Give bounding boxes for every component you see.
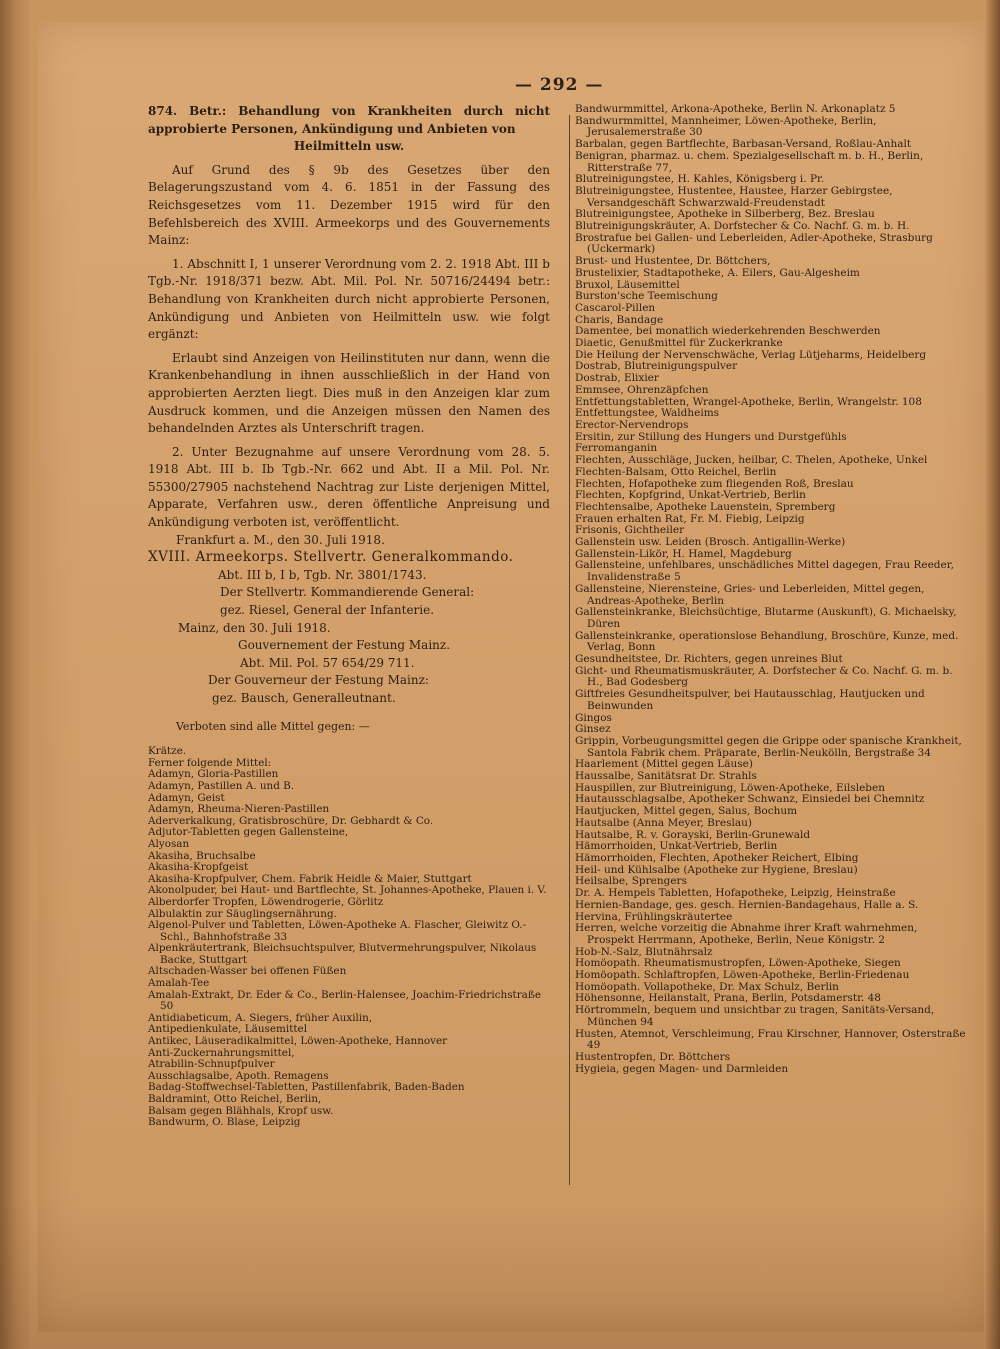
signature-name: gez. Riesel, General der Infanterie. (220, 603, 435, 618)
list-item: Antidiabeticum, A. Siegers, früher Auxilin, (148, 1011, 373, 1024)
list-item: Aderverkalkung, Gratisbroschüre, Dr. Gebhardt & Co. (148, 814, 434, 827)
permission-paragraph: Erlaubt sind Anzeigen von Heilinstituten nur dann, wenn die Krankenbehandlung in ihnen ausschließlich in der Hand von approbierten Aerzten liegt. Dies muß in den Anzeigen klar zum Ausdruck kommen, und die Anzeigen müssen den Namen des behandelnden Arztes als Unterschrift tragen. (148, 350, 550, 436)
list-item: Entfettungstee, Waldheims (575, 407, 720, 420)
column-divider (569, 115, 570, 1185)
list-item: Amalah-Tee (148, 977, 210, 990)
list-item: Bruxol, Läusemittel (575, 278, 680, 291)
list-item: Brust- und Hustentee, Dr. Böttchers, (575, 255, 771, 268)
list-item: Brustelixier, Stadtapotheke, A. Eilers, Gau-Algesheim (575, 266, 860, 279)
list-item: Homöopath. Vollapotheke, Dr. Max Schulz, Berlin (575, 980, 839, 993)
list-item: Homöopath. Schlaftropfen, Löwen-Apotheke, Berlin-Friedenau (575, 969, 910, 982)
list-item: Flechten-Balsam, Otto Reichel, Berlin (575, 465, 777, 478)
list-item: Badag-Stoffwechsel-Tabletten, Pastillenfabrik, Baden-Baden (148, 1081, 465, 1094)
list-item: Blutreinigungstee, H. Kahles, Königsberg i. Pr. (575, 173, 825, 186)
list-item: Hautsalbe, R. v. Gorayski, Berlin-Grunewald (575, 828, 811, 841)
list-item: Homöopath. Rheumatismustropfen, Löwen-Apotheke, Siegen (575, 957, 901, 970)
list-item: Entfettungstabletten, Wrangel-Apotheke, Berlin, Wrangelstr. 108 (575, 395, 922, 408)
list-item: Benigran, pharmaz. u. chem. Spezialgesellschaft m. b. H., Berlin, Ritterstraße 77, (575, 149, 924, 174)
list-item: Anti-Zuckernahrungsmittel, (148, 1046, 295, 1059)
list-item: Blutreinigungstee, Apotheke in Silberberg, Bez. Breslau (575, 208, 875, 221)
list-item: Bandwurmmittel, Arkona-Apotheke, Berlin N. Arkonaplatz 5 (575, 103, 896, 115)
list-item: Alpenkräutertrank, Bleichsuchtspulver, Blutvermehrungspulver, Nikolaus Backe, Stuttgart (148, 942, 537, 966)
article-number: 874. (148, 104, 178, 118)
list-item: Gallensteine, unfehlbares, unschädliches Mittel dagegen, Frau Reeder, Invalidenstraße 5 (575, 559, 954, 584)
list-item: Blutreinigungstee, Hustentee, Haustee, Harzer Gebirgstee, Versandgeschäft Schwarzwald-Freudenstadt (575, 184, 893, 209)
list-item: Bandwurm, O. Blase, Leipzig (148, 1116, 301, 1129)
list-item: Grippin, Vorbeugungsmittel gegen die Grippe oder spanische Krankheit, Santola Fabrik chem. Präparate, Berlin-Neukölln, Bergstraße 34 (575, 734, 962, 759)
list-item: Hämorrhoiden, Unkat-Vertrieb, Berlin (575, 840, 778, 853)
list-item: Gallensteinkranke, operationslose Behandlung, Broschüre, Kunze, med. Verlag, Bonn (575, 629, 959, 654)
page-edge-right (986, 0, 1000, 1349)
list-item: Ausschlagsalbe, Apoth. Remagens (148, 1069, 329, 1082)
list-item: Bandwurmmittel, Mannheimer, Löwen-Apotheke, Berlin, Jerusalemerstraße 30 (575, 114, 877, 139)
list-item: Heilsalbe, Sprengers (575, 875, 687, 888)
list-item: Balsam gegen Blähhals, Kropf usw. (148, 1104, 334, 1117)
list-item: Dostrab, Elixier (575, 372, 659, 385)
article-title-line2: Heilmitteln usw. (293, 139, 405, 154)
list-item: Hautsalbe (Anna Meyer, Breslau) (575, 816, 752, 829)
page-number: — 292 — (515, 75, 604, 95)
right-remedy-list (575, 104, 967, 1075)
list-item: Hautjucken, Mittel gegen, Salus, Bochum (575, 805, 798, 818)
signature-place-date: Frankfurt a. M., den 30. Juli 1918. (176, 532, 385, 547)
list-item: Haussalbe, Sanitätsrat Dr. Strahls (575, 770, 757, 783)
list-item: Höhensonne, Heilanstalt, Prana, Berlin, Potsdamerstr. 48 (575, 992, 881, 1005)
list-item: Flechten, Kopfgrind, Unkat-Vertrieb, Berlin (575, 489, 806, 502)
list-item: Altschaden-Wasser bei offenen Füßen (148, 965, 347, 978)
list-item: Ferromanganin (575, 442, 658, 455)
list-item: Akasiha-Kropfgeist (148, 861, 249, 874)
list-item: Algenol-Pulver und Tabletten, Löwen-Apotheke A. Flascher, Gleiwitz O.-Schl., Bahnhofstraße 33 (148, 919, 527, 943)
list-item: Krätze. (148, 745, 187, 758)
signature-place-date-2: Mainz, den 30. Juli 1918. (178, 620, 331, 635)
list-item: Cascarol-Pillen (575, 301, 656, 314)
list-item: Hauspillen, zur Blutreinigung, Löwen-Apotheke, Eilsleben (575, 781, 885, 794)
list-item: Adamyn, Gloria-Pastillen (148, 768, 279, 781)
list-item: Heil- und Kühlsalbe (Apotheke zur Hygiene, Breslau) (575, 863, 858, 876)
list-item: Hautausschlagsalbe, Apotheker Schwanz, Einsiedel bei Chemnitz (575, 793, 925, 806)
list-item: Flechten, Ausschläge, Jucken, heilbar, C. Thelen, Apotheke, Unkel (575, 454, 928, 467)
signature-role: Der Stellvertr. Kommandierende General: (220, 585, 475, 600)
list-item: Damentee, bei monatlich wiederkehrenden Beschwerden (575, 325, 881, 338)
right-column (575, 104, 967, 1075)
list-item: Frauen erhalten Rat, Fr. M. Fiebig, Leipzig (575, 512, 805, 525)
signature-corps: XVIII. Armeekorps. Stellvertr. Generalkommando. (148, 549, 514, 566)
list-item: Barbalan, gegen Bartflechte, Barbasan-Versand, Roßlau-Anhalt (575, 138, 912, 151)
list-item: Burston'sche Teemischung (575, 290, 718, 303)
list-item: Brostrafue bei Gallen- und Leberleiden, Adler-Apotheke, Strasburg (Uckermark) (575, 231, 933, 256)
page-shadow (0, 1199, 1000, 1349)
list-item: Ferner folgende Mittel: (148, 756, 272, 769)
article-title (148, 103, 550, 138)
list-item: Frisonis, Gichtheiler (575, 524, 685, 537)
list-item: Dr. A. Hempels Tabletten, Hofapotheke, Leipzig, Heinstraße (575, 887, 896, 900)
list-item: Emmsee, Ohrenzäpfchen (575, 383, 709, 396)
list-item: Albulaktin zur Säuglingsernährung. (148, 907, 337, 920)
list-item: Antipedienkulate, Läusemittel (148, 1023, 308, 1036)
list-item: Adamyn, Rheuma-Nieren-Pastillen (148, 803, 330, 816)
list-item: Antikec, Läuseradikalmittel, Löwen-Apotheke, Hannover (148, 1035, 448, 1048)
intro-paragraph: Auf Grund des § 9b des Gesetzes über den Belagerungszustand vom 4. 6. 1851 in der Fassung des Reichsgesetzes vom 11. Dezember 1915 wird für den Befehlsbereich des XVIII. Armeekorps und des Gouvernements Mainz: (148, 162, 550, 248)
signature-gouvernement: Gouvernement der Festung Mainz. (238, 638, 451, 653)
list-item: Alyosan (148, 837, 190, 850)
list-item: Gingos (575, 711, 612, 724)
list-item: Baldramint, Otto Reichel, Berlin, (148, 1093, 322, 1105)
list-item: Flechten, Hofapotheke zum fliegenden Roß, Breslau (575, 477, 854, 490)
list-item: Adjutor-Tabletten gegen Gallensteine, (148, 826, 349, 839)
list-item: Akasiha-Kropfpulver, Chem. Fabrik Heidle & Maier, Stuttgart (148, 872, 472, 885)
list-item: Haarlement (Mittel gegen Läuse) (575, 758, 753, 771)
list-item: Charis, Bandage (575, 313, 664, 326)
list-item: Akasiha, Bruchsalbe (148, 849, 256, 862)
list-item: Hob-N.-Salz, Blutnährsalz (575, 945, 713, 958)
verboten-heading: Verboten sind alle Mittel gegen: — (176, 719, 370, 733)
list-item: Diaetic, Genußmittel für Zuckerkranke (575, 337, 783, 350)
list-item: Hörtrommeln, bequem und unsichtbar zu tragen, Sanitäts-Versand, München 94 (575, 1004, 935, 1028)
list-item: Giftfreies Gesundheitspulver, bei Hautausschlag, Hautjucken und Beinwunden (575, 688, 925, 712)
section-1-paragraph: 1. Abschnitt I, 1 unserer Verordnung vom 2. 2. 1918 Abt. III b Tgb.-Nr. 1918/371 bezw. Abt. Mil. Pol. Nr. 50716/24494 betr.: Behandlung von Krankheiten durch nicht approbierte Personen, Ankündigung und Anbieten von Heilmitteln usw. wie folgt ergänzt: (148, 256, 550, 342)
list-item: Gicht- und Rheumatismuskräuter, A. Dorfstecher & Co. Nachf. G. m. b. H., Bad Godesberg (575, 664, 953, 689)
list-item: Die Heilung der Nervenschwäche, Verlag Lütjeharms, Heidelberg (575, 348, 927, 361)
list-item: Amalah-Extrakt, Dr. Eder & Co., Berlin-Halensee, Joachim-Friedrichstraße 50 (148, 988, 541, 1013)
article-title-text: Betr.: Behandlung von Krankheiten durch nicht approbierte Personen, Ankündigung und Anbieten von (148, 104, 550, 136)
list-item: Hämorrhoiden, Flechten, Apotheker Reichert, Elbing (575, 852, 859, 864)
list-item: Hustentropfen, Dr. Böttchers (575, 1050, 731, 1063)
list-item: Gallensteine, Nierensteine, Gries- und Leberleiden, Mittel gegen, Andreas-Apotheke, Berlin (575, 582, 925, 607)
signature-reference-2: Abt. Mil. Pol. 57 654/29 711. (240, 655, 415, 670)
list-item: Alberdorfer Tropfen, Löwendrogerie, Görlitz (148, 895, 384, 908)
list-item: Blutreinigungskräuter, A. Dorfstecher & Co. Nachf. G. m. b. H. (575, 220, 910, 233)
list-item: Hernien-Bandage, ges. gesch. Hernien-Bandagehaus, Halle a. S. (575, 898, 919, 911)
list-item: Husten, Atemnot, Verschleimung, Frau Kirschner, Hannover, Osterstraße 49 (575, 1027, 966, 1052)
list-item: Ersitin, zur Stillung des Hungers und Durstgefühls (575, 430, 847, 443)
list-item: Gesundheitstee, Dr. Richters, gegen unreines Blut (575, 653, 843, 666)
list-item: Adamyn, Pastillen A. und B. (148, 779, 295, 792)
list-item: Dostrab, Blutreinigungspulver (575, 360, 738, 373)
list-item: Gallensteinkranke, Bleichsüchtige, Blutarme (Auskunft), G. Michaelsky, Düren (575, 606, 957, 630)
list-item: Gallenstein usw. Leiden (Brosch. Antigallin-Werke) (575, 536, 846, 549)
left-column (148, 103, 550, 1129)
signature-name-2: gez. Bausch, Generalleutnant. (212, 691, 396, 705)
list-item: Akonolpuder, bei Haut- und Bartflechte, St. Johannes-Apotheke, Plauen i. V. (148, 884, 547, 897)
list-item: Flechtensalbe, Apotheke Lauenstein, Spremberg (575, 500, 836, 513)
list-item: Erector-Nervendrops (575, 418, 689, 431)
list-item: Hervina, Frühlingskräutertee (575, 910, 733, 923)
list-item: Ginsez (575, 723, 611, 736)
section-2-paragraph: 2. Unter Bezugnahme auf unsere Verordnung vom 28. 5. 1918 Abt. III b. Ib Tgb.-Nr. 662 und Abt. II a Mil. Pol. Nr. 55300/27905 nachstehend Nachtrag zur Liste derjenigen Mittel, Apparate, Verfahren usw., deren öffentliche Anpreisung und Ankündigung verboten ist, veröffentlicht. (148, 444, 550, 530)
list-item: Gallenstein-Likör, H. Hamel, Magdeburg (575, 547, 792, 560)
list-item: Hygieia, gegen Magen- und Darmleiden (575, 1062, 789, 1075)
page-edge-left (0, 0, 30, 1349)
signature-role-2: Der Gouverneur der Festung Mainz: (208, 673, 429, 688)
signature-reference: Abt. III b, I b, Tgb. Nr. 3801/1743. (218, 567, 427, 582)
list-item: Herren, welche vorzeitig die Abnahme ihrer Kraft wahrnehmen, Prospekt Herrmann, Apotheke, Berlin, Neue Königstr. 2 (575, 922, 918, 946)
list-item: Adamyn, Geist (148, 791, 225, 804)
left-remedy-list (148, 746, 550, 1129)
list-item: Atrabilin-Schnupfpulver (148, 1058, 275, 1071)
